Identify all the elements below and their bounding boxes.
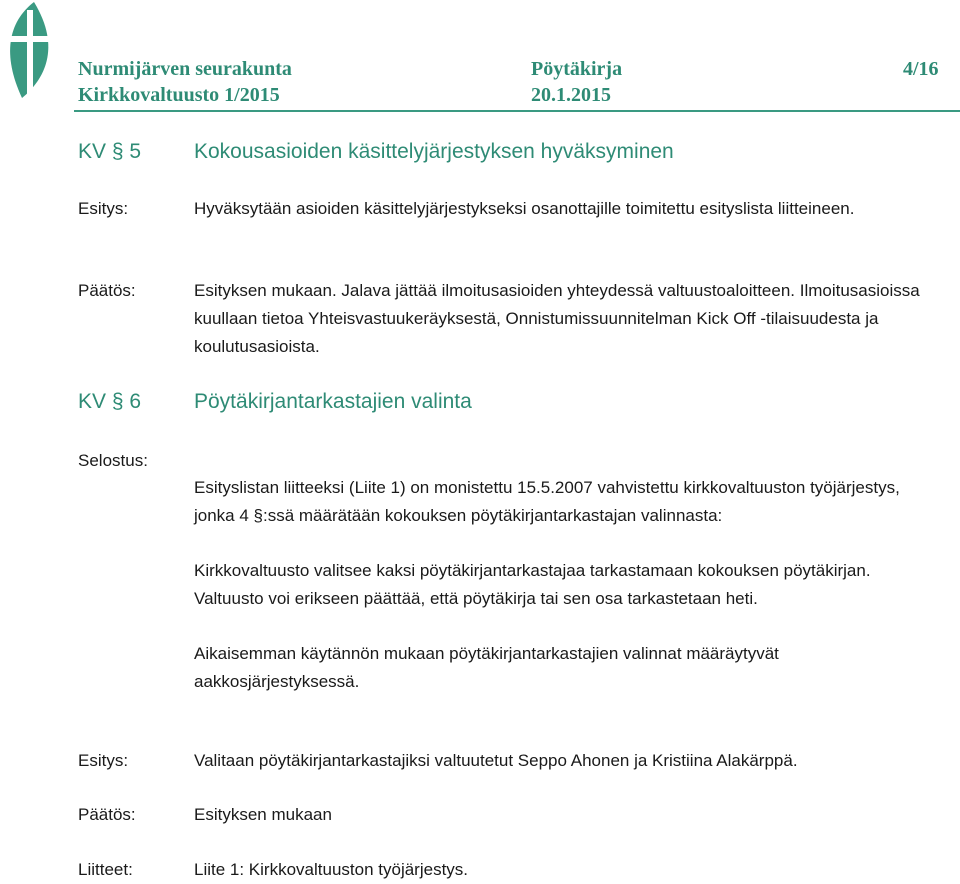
- cross-leaf-logo-icon: [0, 0, 64, 104]
- label-esitys-kv5: Esitys:: [78, 199, 129, 218]
- text-paatos-kv5: Esityksen mukaan. Jalava jättää ilmoitusasioiden yhteydessä valtuustoaloitteen. Ilmoitusasioissa kuullaan tietoa Yhteisvastuukeräyksestä, Onnistumissuunnitelman Kick Off -tilaisuudesta ja koulutusasioista.: [194, 281, 920, 356]
- label-liitteet: Liitteet:: [78, 860, 133, 879]
- section-title-kv5: Kokousasioiden käsittelyjärjestyksen hyväksyminen: [194, 140, 674, 163]
- section-number-kv6: KV § 6: [78, 390, 142, 413]
- header-org: Nurmijärven seurakunta: [78, 58, 292, 80]
- section-title-kv6: Pöytäkirjantarkastajien valinta: [194, 390, 472, 413]
- text-esitys-kv6: Valitaan pöytäkirjantarkastajiksi valtuutetut Seppo Ahonen ja Kristiina Alakärppä.: [194, 751, 798, 770]
- section-number-kv5: KV § 5: [78, 140, 142, 163]
- header-date: 20.1.2015: [531, 84, 611, 106]
- selostus-paragraph-3: Aikaisemman käytännön mukaan pöytäkirjantarkastajien valinnat määräytyvät aakkosjärjestyksessä.: [194, 644, 779, 691]
- selostus-paragraph-2: Kirkkovaltuusto valitsee kaksi pöytäkirjantarkastajaa tarkastamaan kokouksen pöytäkirjan. Valtuusto voi erikseen päättää, että pöytäkirja tai sen osa tarkastetaan heti.: [194, 561, 871, 608]
- text-paatos-kv6: Esityksen mukaan: [194, 805, 332, 824]
- label-esitys-kv6: Esitys:: [78, 751, 129, 770]
- header-page-number: 4/16: [903, 58, 939, 80]
- label-paatos-kv5: Päätös:: [78, 281, 136, 300]
- header-meeting: Kirkkovaltuusto 1/2015: [78, 84, 280, 106]
- text-esitys-kv5: Hyväksytään asioiden käsittelyjärjestykseksi osanottajille toimitettu esityslista liitteineen.: [194, 199, 855, 218]
- header-divider: [74, 110, 960, 112]
- label-paatos-kv6: Päätös:: [78, 805, 136, 824]
- selostus-paragraph-1: Esityslistan liitteeksi (Liite 1) on monistettu 15.5.2007 vahvistettu kirkkovaltuuston työjärjestys, jonka 4 §:ssä määrätään kokouksen pöytäkirjantarkastajan valinnasta:: [194, 478, 900, 525]
- header-doc-type: Pöytäkirja: [531, 58, 623, 80]
- text-selostus: [194, 474, 934, 696]
- label-selostus: Selostus:: [78, 451, 148, 470]
- text-liitteet: Liite 1: Kirkkovaltuuston työjärjestys.: [194, 860, 469, 879]
